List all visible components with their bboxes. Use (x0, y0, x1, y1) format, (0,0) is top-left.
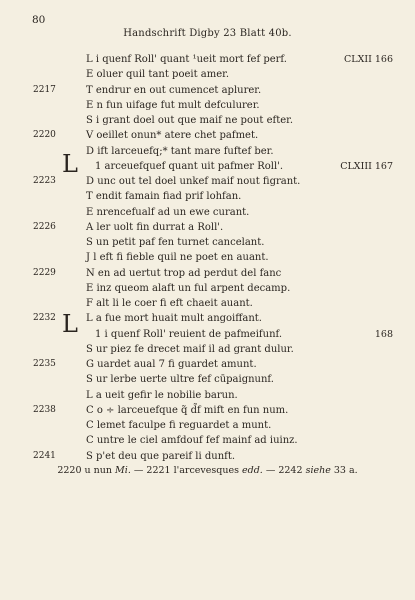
verse-text: 1 i quenf Roll' reuient de pafmeifunf. (95, 328, 283, 340)
line-number: 2241 (33, 450, 56, 461)
verse-line (0, 250, 415, 265)
line-number: 2238 (33, 404, 56, 415)
verse-line (0, 449, 415, 464)
line-number: 2226 (33, 221, 56, 232)
page-number: 80 (32, 14, 46, 26)
initial-letter: L (62, 310, 78, 338)
line-number: 2217 (33, 84, 56, 95)
verse-text: E oluer quil tant poeit amer. (86, 69, 230, 81)
verse-text: N en ad uertut trop ad perdut del fanc (86, 267, 282, 279)
verse-line (0, 266, 415, 281)
footnote-italic: edd. (241, 465, 263, 476)
verse-text: S un petit paf fen turnet cancelant. (86, 237, 265, 248)
footnote-text: — 2221 l'arcevesques (133, 465, 239, 476)
line-number: 2229 (33, 267, 56, 278)
verse-text: L i quenf Roll' quant ¹ueit mort fef perf. (86, 54, 287, 65)
verse-text: E n fun uifage fut mult defculurer. (86, 99, 260, 111)
verse-text: C untre le ciel amfdouf fef mainf ad iuinz. (86, 435, 298, 447)
laisse-reference: CLXIII 167 (340, 160, 393, 172)
verse-text: V oeillet onun* atere chet pafmet. (86, 130, 259, 142)
verse-line (0, 205, 415, 220)
verse-text: D unc out tel doel unkef maif nout figrant. (86, 176, 301, 187)
verse-line (0, 403, 415, 418)
verse-line (0, 296, 415, 311)
verse-text: S ur lerbe uerte ultre fef cūpaignunf. (86, 374, 274, 386)
verse-text: A ler uolt fin durrat a Roll'. (86, 221, 224, 233)
verse-text: E inz queom alaft un ful arpent decamp. (86, 282, 291, 294)
verse-line (0, 113, 415, 128)
verse-text: T endrur en out cumencet aplurer. (86, 84, 262, 96)
verse-line (0, 220, 415, 235)
verse-line (0, 357, 415, 372)
verse-text: T endit famain fiad prif lohfan. (86, 191, 242, 203)
verse-line (0, 83, 415, 98)
page-header: Handschrift Digby 23 Blatt 40b. (123, 28, 292, 39)
line-number: 2220 (33, 130, 56, 141)
verse-line (0, 128, 415, 143)
verse-text: E nrencefualf ad un ewe curant. (86, 206, 250, 218)
footnote-italic: Mi. (115, 465, 131, 476)
line-number: 2223 (33, 176, 56, 186)
verse-line (0, 235, 415, 250)
verse-line (0, 281, 415, 296)
verse-text: G uardet aual 7 fi guardet amunt. (86, 359, 257, 370)
initial-letter: L (62, 150, 78, 178)
verse-text: F alt li le coer fi eft chaeit auant. (86, 298, 253, 309)
verse-line (0, 98, 415, 113)
verse-text: S ur piez fe drecet maif il ad grant dulur. (86, 343, 294, 355)
footnote-text: 33 a. (333, 465, 358, 476)
laisse-reference: 168 (374, 328, 393, 340)
verse-text: 1 arceuefquef quant uit pafmer Roll'. (95, 160, 284, 172)
verse-line (0, 418, 415, 433)
verse-text: J l eft fi fieble quil ne poet en auant. (86, 252, 269, 264)
line-number: 2232 (33, 313, 56, 324)
footnote-italic: siehe (305, 465, 331, 476)
verse-text: L a fue mort huait mult angoiffant. (86, 313, 262, 325)
verse-text: S i grant doel out que maif ne pout efter. (86, 115, 294, 126)
verse-line (0, 189, 415, 204)
verse-line (0, 388, 415, 403)
verse-line (0, 67, 415, 82)
verse-text: S p'et deu que pareif li dunft. (86, 450, 236, 462)
verse-line (0, 52, 415, 67)
verse-text: C o ÷ larceuefque q̃ d̃f mift en fun num. (86, 404, 289, 416)
verse-line (0, 342, 415, 357)
laisse-reference: CLXII 166 (344, 54, 393, 65)
footnote (0, 465, 415, 476)
line-number: 2235 (33, 359, 56, 369)
verse-text: L a ueit gefir le nobilie barun. (86, 389, 238, 401)
verse-text: C lemet faculpe fi reguardet a munt. (86, 420, 272, 431)
verse-text: D ift larceuefq;* tant mare fuftef ber. (86, 145, 274, 157)
verse-line (0, 433, 415, 448)
footnote-text: — 2242 (265, 465, 303, 476)
verse-line (0, 372, 415, 387)
footnote-text: 2220 u nun (57, 465, 113, 476)
